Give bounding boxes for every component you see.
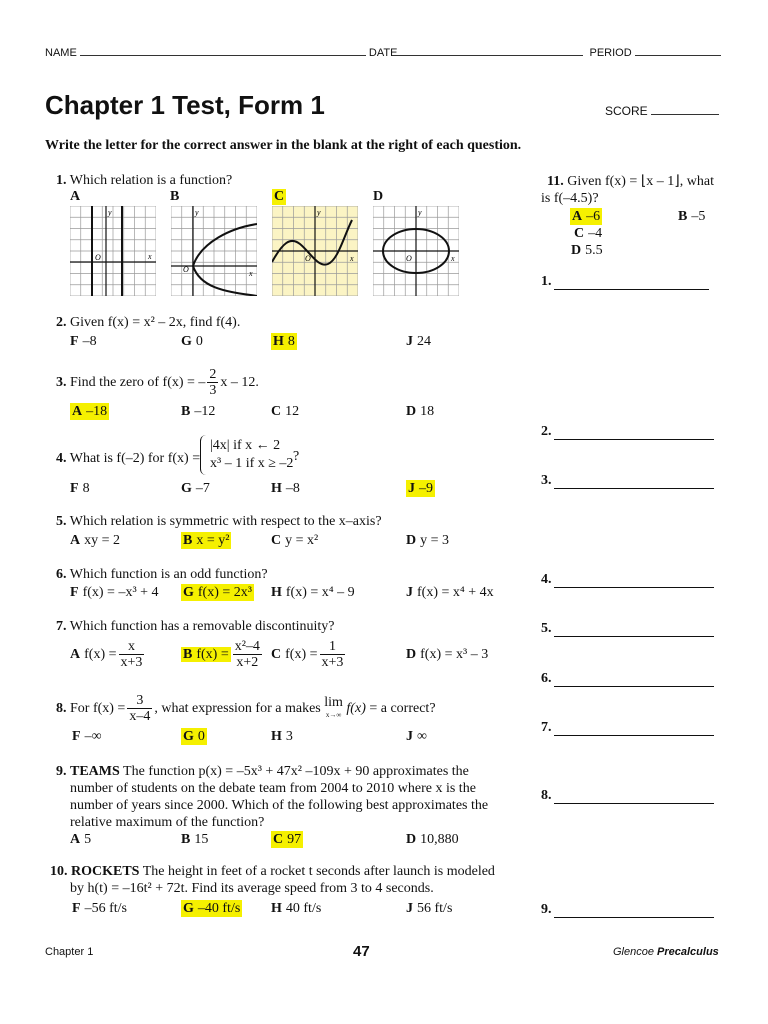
- question-7: [56, 618, 335, 635]
- choice-letter: F: [70, 585, 79, 600]
- question-topic: ROCKETS: [71, 864, 140, 879]
- blank-number: 6.: [541, 671, 552, 686]
- choice-letter: B: [181, 832, 191, 847]
- question-text: Which relation is a function?: [69, 173, 233, 188]
- choice-value: 3: [285, 729, 293, 744]
- choice-value: 40 ft/s: [285, 901, 322, 916]
- question-number: 6.: [56, 567, 67, 582]
- choice-letter: G: [181, 334, 192, 349]
- blank-line[interactable]: [554, 904, 714, 918]
- choice-letter: B: [183, 647, 193, 662]
- choice-value: –8: [82, 334, 97, 349]
- blank-line[interactable]: [554, 722, 714, 736]
- limit-subscript: x→∞: [325, 710, 342, 719]
- choice-value: y = x²: [285, 533, 319, 548]
- origin-label: O: [95, 253, 101, 262]
- question-line: by h(t) = –16t² + 72t. Find its average speed from 3 to 4 seconds.: [70, 881, 434, 896]
- blank-number: 4.: [541, 572, 552, 587]
- score-field[interactable]: [651, 106, 719, 115]
- choice-value: –4: [588, 226, 603, 241]
- limit-word: lim: [324, 694, 343, 710]
- choice-11d[interactable]: [571, 242, 603, 259]
- choice-value: 56 ft/s: [417, 901, 453, 916]
- date-field[interactable]: [397, 47, 583, 56]
- choice-letter: C: [574, 226, 585, 241]
- blank-line[interactable]: [554, 574, 714, 588]
- fraction-denominator: x+3: [120, 655, 143, 671]
- answer-blank-3[interactable]: [541, 473, 714, 489]
- choice-letter: J: [406, 901, 413, 916]
- question-line: number of students on the debate team from 2004 to 2010 where x is the: [70, 781, 476, 796]
- choice-value: 18: [420, 404, 435, 419]
- choice-3c[interactable]: [271, 403, 299, 420]
- question-text: Which function has a removable discontinuity?: [69, 619, 335, 634]
- choice-letter: B: [183, 533, 193, 548]
- graph-c[interactable]: [272, 206, 358, 296]
- choice-value: f(x) = x⁴ + 4x: [417, 585, 494, 600]
- choice-value: –12: [194, 404, 216, 419]
- limit: [324, 694, 343, 721]
- date-label: DATE: [368, 47, 398, 59]
- fraction: [320, 639, 346, 670]
- question-line: relative maximum of the function?: [70, 815, 265, 830]
- question-number: 2.: [56, 315, 67, 330]
- fraction-numerator: 3: [136, 693, 144, 709]
- question-line: The function p(x) = –5x³ + 47x² –109x + 90 approximates the: [123, 764, 469, 779]
- question-8: [56, 692, 436, 726]
- case-2: x³ – 1 if x ≥ –2: [210, 456, 294, 471]
- origin-label: O: [183, 265, 189, 274]
- blank-line[interactable]: [554, 276, 709, 290]
- choice-value: –18: [86, 404, 108, 419]
- choice-value: 8: [82, 481, 90, 496]
- choice-letter: J: [406, 334, 413, 349]
- choice-9b[interactable]: [181, 831, 208, 848]
- graph-a[interactable]: [70, 206, 156, 296]
- answer-blank-7[interactable]: [541, 720, 714, 736]
- answer-blank-2[interactable]: [541, 424, 714, 440]
- choice-value: xy = 2: [84, 533, 121, 548]
- question-text-c: x – 12.: [220, 375, 259, 390]
- x-axis-label: x: [148, 252, 152, 261]
- choice-11b[interactable]: [678, 208, 705, 225]
- blank-line[interactable]: [554, 475, 714, 489]
- blank-number: 8.: [541, 788, 552, 803]
- period-field[interactable]: [635, 47, 721, 56]
- choice-2f[interactable]: [70, 333, 97, 350]
- choice-letter: D: [406, 404, 417, 419]
- question-1: [56, 172, 232, 189]
- choice-letter: A: [70, 647, 81, 662]
- period-label: PERIOD: [589, 47, 632, 59]
- choice-5a[interactable]: [70, 532, 120, 549]
- choice-letter: H: [273, 334, 284, 349]
- choice-letter: J: [406, 585, 413, 600]
- choice-4h[interactable]: [271, 480, 300, 497]
- fraction: [233, 639, 262, 670]
- choice-letter: D: [406, 832, 417, 847]
- instructions: Write the letter for the correct answer in the blank at the right of each question.: [45, 138, 522, 153]
- choice-11a[interactable]: [570, 208, 602, 225]
- choice-letter: F: [72, 729, 81, 744]
- choice-value: –7: [195, 481, 210, 496]
- blank-line[interactable]: [554, 673, 714, 687]
- choice-value: x = y²: [196, 533, 230, 548]
- fraction: [127, 693, 152, 724]
- choice-letter: F: [70, 334, 79, 349]
- choice-value: 97: [287, 832, 302, 847]
- graph-b[interactable]: [171, 206, 257, 296]
- answer-blank-1[interactable]: [541, 274, 709, 290]
- choice-6g[interactable]: [181, 584, 254, 601]
- limit-function: f(x): [346, 701, 366, 716]
- choice-5d[interactable]: [406, 532, 449, 549]
- fraction-denominator: x+3: [321, 655, 344, 671]
- question-line: The height in feet of a rocket t seconds after launch is modeled: [142, 864, 495, 879]
- fraction-numerator: 2: [209, 367, 217, 383]
- name-field[interactable]: [80, 47, 366, 56]
- question-number: 10.: [50, 864, 68, 879]
- choice-prefix: f(x) = x³ – 3: [420, 647, 489, 662]
- choice-prefix: f(x) =: [196, 647, 229, 662]
- choice-value: –56 ft/s: [84, 901, 127, 916]
- fraction-denominator: x–4: [129, 709, 151, 725]
- choice-letter: B: [181, 404, 191, 419]
- question-mark: ?: [293, 449, 300, 464]
- choice-letter: B: [678, 209, 688, 224]
- blank-number: 7.: [541, 720, 552, 735]
- blank-number: 9.: [541, 902, 552, 917]
- page-title: Chapter 1 Test, Form 1: [45, 90, 325, 120]
- choice-8f[interactable]: [72, 728, 102, 745]
- blank-line[interactable]: [554, 623, 714, 637]
- question-5: [56, 513, 382, 530]
- choice-letter: H: [271, 481, 282, 496]
- choice-letter: H: [271, 901, 282, 916]
- choice-value: 8: [287, 334, 295, 349]
- choice-letter: C: [273, 832, 284, 847]
- question-line: number of years since 2000. Which of the following best approximates the: [70, 798, 489, 813]
- blank-line[interactable]: [554, 426, 714, 440]
- choice-7b[interactable]: [181, 638, 264, 672]
- choice-letter: J: [406, 729, 413, 744]
- question-6: [56, 566, 268, 583]
- choice-9a[interactable]: [70, 831, 91, 848]
- question-number: 11.: [547, 174, 564, 189]
- choice-letter: F: [72, 901, 81, 916]
- question-topic: TEAMS: [70, 764, 120, 779]
- choice-10g[interactable]: [181, 900, 242, 917]
- choice-5c[interactable]: [271, 532, 318, 549]
- question-text-b: f(x) = –: [162, 375, 206, 390]
- choice-value: 12: [285, 404, 300, 419]
- highlight: [181, 647, 231, 662]
- grid-lines: [171, 206, 257, 296]
- choice-value: y = 3: [420, 533, 450, 548]
- choice-value: 10,880: [420, 832, 459, 847]
- fraction: [119, 639, 145, 670]
- choice-9d[interactable]: [406, 831, 459, 848]
- choice-prefix: f(x) =: [285, 647, 318, 662]
- graph-label-b: B: [170, 189, 180, 204]
- choice-letter: A: [72, 404, 83, 419]
- choice-letter: G: [181, 481, 192, 496]
- choice-prefix: f(x) =: [84, 647, 117, 662]
- choice-value: f(x) = –x³ + 4: [82, 585, 159, 600]
- choice-letter: J: [408, 481, 415, 496]
- choice-8h[interactable]: [271, 728, 293, 745]
- question-text-c: = a correct?: [369, 701, 436, 716]
- piecewise-brace: [200, 435, 207, 475]
- score-label: SCORE: [605, 104, 648, 118]
- choice-letter: G: [183, 901, 194, 916]
- choice-10h[interactable]: [271, 900, 321, 917]
- question-text-a: For f(x) =: [70, 701, 126, 716]
- origin-label: O: [305, 254, 311, 263]
- choice-letter: C: [271, 533, 282, 548]
- choice-value: ∞: [417, 729, 427, 744]
- choice-2j[interactable]: [406, 333, 431, 350]
- fraction-numerator: x: [127, 639, 135, 655]
- graph-label-c: C: [274, 189, 285, 204]
- y-axis-label: y: [108, 208, 112, 217]
- choice-10j[interactable]: [406, 900, 452, 917]
- grid-lines: [70, 206, 156, 296]
- choice-letter: G: [183, 729, 194, 744]
- choice-value: –6: [586, 209, 601, 224]
- graph-d[interactable]: [373, 206, 459, 296]
- choice-letter: H: [271, 585, 282, 600]
- choice-value: f(x) = x⁴ – 9: [285, 585, 355, 600]
- question-text: Which function is an odd function?: [69, 567, 268, 582]
- choice-value: 5: [84, 832, 92, 847]
- choice-value: –9: [419, 481, 433, 496]
- choice-letter: A: [70, 533, 81, 548]
- choice-6h[interactable]: [271, 584, 355, 601]
- choice-value: 0: [197, 729, 205, 744]
- page-number: 47: [353, 943, 370, 960]
- question-text: Which relation is symmetric with respect to the x–axis?: [69, 514, 382, 529]
- choice-letter: A: [70, 832, 81, 847]
- blank-number: 3.: [541, 473, 552, 488]
- answer-blank-5[interactable]: [541, 621, 714, 637]
- choice-8g[interactable]: [181, 728, 207, 745]
- choice-value: 15: [194, 832, 209, 847]
- choice-7d[interactable]: [406, 638, 488, 672]
- axes: [373, 206, 459, 296]
- choice-letter: A: [572, 209, 583, 224]
- question-line: Given f(x) = ⌊x – 1⌋, what: [567, 174, 714, 189]
- choice-letter: D: [406, 533, 417, 548]
- question-number: 7.: [56, 619, 67, 634]
- choice-letter: C: [271, 647, 282, 662]
- choice-value: –40 ft/s: [197, 901, 241, 916]
- choice-value: f(x) = 2x³: [197, 585, 252, 600]
- fraction: [207, 367, 218, 398]
- choice-letter: D: [571, 243, 582, 258]
- choice-10f[interactable]: [72, 900, 127, 917]
- question-number: 9.: [56, 764, 67, 779]
- blank-number: 2.: [541, 424, 552, 439]
- choice-letter: G: [183, 585, 194, 600]
- blank-number: 5.: [541, 621, 552, 636]
- question-10: [50, 863, 495, 897]
- question-text-b: , what expression for a makes: [154, 701, 321, 716]
- fraction-denominator: 3: [209, 383, 217, 399]
- header-fields: [45, 47, 721, 59]
- choice-4f[interactable]: [70, 480, 90, 497]
- choice-4j[interactable]: [406, 480, 435, 497]
- blank-number: 1.: [541, 274, 552, 289]
- question-text: Given f(x) = x² – 2x, find f(4).: [70, 315, 241, 330]
- y-axis-label: y: [195, 208, 199, 217]
- choice-2h[interactable]: [271, 333, 297, 350]
- piecewise-cases: [210, 437, 293, 473]
- book-title: Precalculus: [657, 946, 719, 958]
- x-axis-label: x: [249, 269, 253, 278]
- fraction-numerator: 1: [328, 639, 336, 655]
- choice-8j[interactable]: [406, 728, 427, 745]
- choice-value: –8: [285, 481, 300, 496]
- origin-label: O: [406, 254, 412, 263]
- choice-3b[interactable]: [181, 403, 215, 420]
- answer-blank-6[interactable]: [541, 671, 714, 687]
- choice-3d[interactable]: [406, 403, 434, 420]
- choice-letter: H: [271, 729, 282, 744]
- choice-value: 5.5: [585, 243, 603, 258]
- answer-blank-8[interactable]: [541, 788, 714, 804]
- question-11: [541, 173, 721, 207]
- fraction-denominator: x+2: [233, 654, 262, 670]
- graph-label-d: D: [373, 189, 384, 204]
- choice-6j[interactable]: [406, 584, 494, 601]
- choice-value: –∞: [84, 729, 102, 744]
- choice-11c[interactable]: [574, 225, 602, 242]
- choice-value: 24: [417, 334, 431, 349]
- footer-publisher: [613, 946, 719, 958]
- question-4: [56, 450, 200, 467]
- question-text-a: Find the zero of: [70, 375, 160, 390]
- choice-4g[interactable]: [181, 480, 210, 497]
- choice-value: 0: [195, 334, 203, 349]
- question-number: 4.: [56, 451, 67, 466]
- question-number: 3.: [56, 375, 67, 390]
- y-axis-label: y: [418, 208, 422, 217]
- answer-blank-9[interactable]: [541, 902, 714, 918]
- choice-7c[interactable]: [271, 638, 347, 672]
- score-area: [605, 104, 719, 118]
- question-2: [56, 314, 240, 331]
- graph-label-a: A: [70, 189, 81, 204]
- question-line: is f(–4.5)?: [541, 191, 599, 206]
- question-text: What is f(–2) for f(x) =: [69, 451, 201, 466]
- choice-9c[interactable]: [271, 831, 303, 848]
- y-axis-label: y: [317, 208, 321, 217]
- choice-3a[interactable]: [70, 403, 109, 420]
- fraction-numerator: x²–4: [234, 639, 260, 655]
- question-3: [56, 366, 259, 400]
- question-9: [56, 763, 488, 831]
- case-1: |4x| if x ← 2: [210, 438, 281, 453]
- choice-value: –5: [691, 209, 706, 224]
- question-number: 1.: [56, 173, 67, 188]
- x-axis-label: x: [451, 254, 455, 263]
- footer-chapter: Chapter 1: [45, 946, 94, 958]
- choice-letter: C: [271, 404, 282, 419]
- choice-6f[interactable]: [70, 584, 159, 601]
- choice-2g[interactable]: [181, 333, 203, 350]
- x-axis-label: x: [350, 254, 354, 263]
- name-label: NAME: [45, 47, 77, 59]
- publisher-name: Glencoe: [613, 946, 658, 958]
- answer-blank-4[interactable]: [541, 572, 714, 588]
- blank-line[interactable]: [554, 790, 714, 804]
- choice-letter: F: [70, 481, 79, 496]
- choice-letter: D: [406, 647, 417, 662]
- choice-5b[interactable]: [181, 532, 231, 549]
- question-number: 8.: [56, 701, 67, 716]
- question-number: 5.: [56, 514, 67, 529]
- choice-7a[interactable]: [70, 638, 146, 672]
